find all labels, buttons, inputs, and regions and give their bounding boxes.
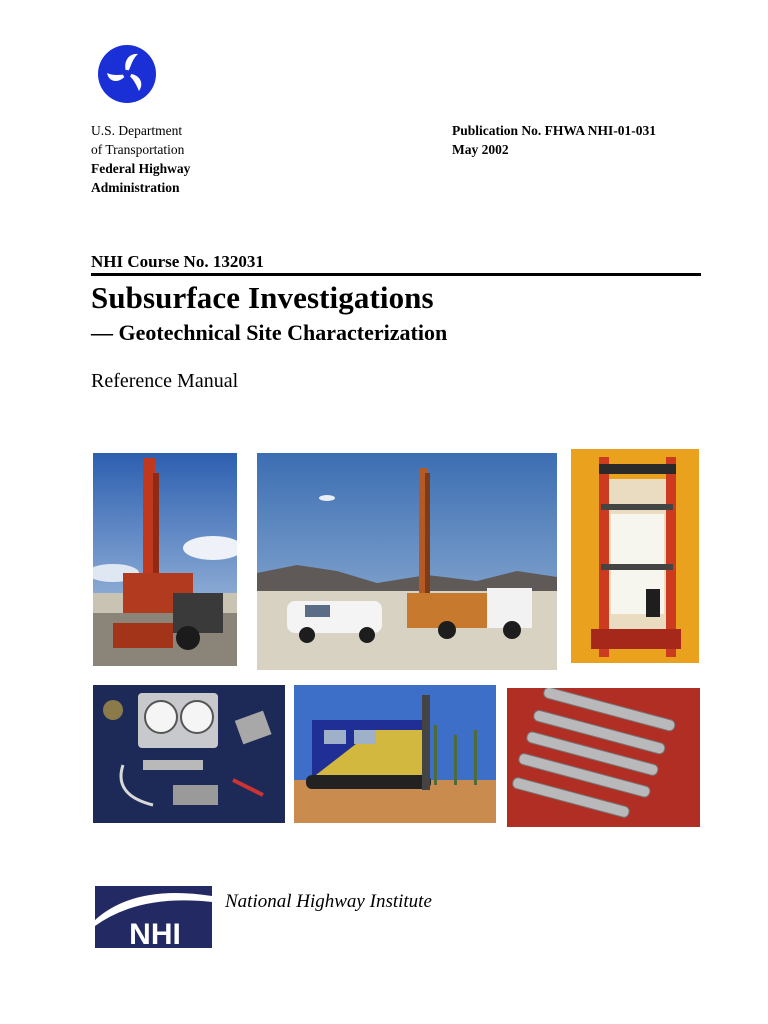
course-number: NHI Course No. 132031 [91,252,264,271]
agency-line-1: U.S. Department [91,123,183,138]
usdot-logo [98,45,156,103]
truck-drill-rig-photo [257,453,557,670]
publication-date: May 2002 [452,142,509,157]
document-subtitle: — Geotechnical Site Characterization [91,320,448,345]
document-title: Subsurface Investigations [91,280,434,315]
publication-number: Publication No. FHWA NHI-01-031 [452,123,657,138]
pressure-gauge-kit-photo [93,685,285,823]
probe-cones-photo [507,688,700,827]
nhi-logo-text: NHI [129,918,181,948]
nhi-logo [95,886,212,948]
agency-line-3: Federal Highway [91,161,191,176]
agency-line-4: Administration [91,180,180,195]
document-type: Reference Manual [91,370,239,392]
agency-block [91,121,190,197]
tracked-rig-photo [294,685,496,823]
agency-line-2: of Transportation [91,142,185,157]
triaxial-cell-photo [571,449,699,663]
title-rule [91,273,701,276]
publication-block [452,121,656,159]
institute-name: National Highway Institute [225,891,432,912]
drill-rig-photo [93,453,237,666]
